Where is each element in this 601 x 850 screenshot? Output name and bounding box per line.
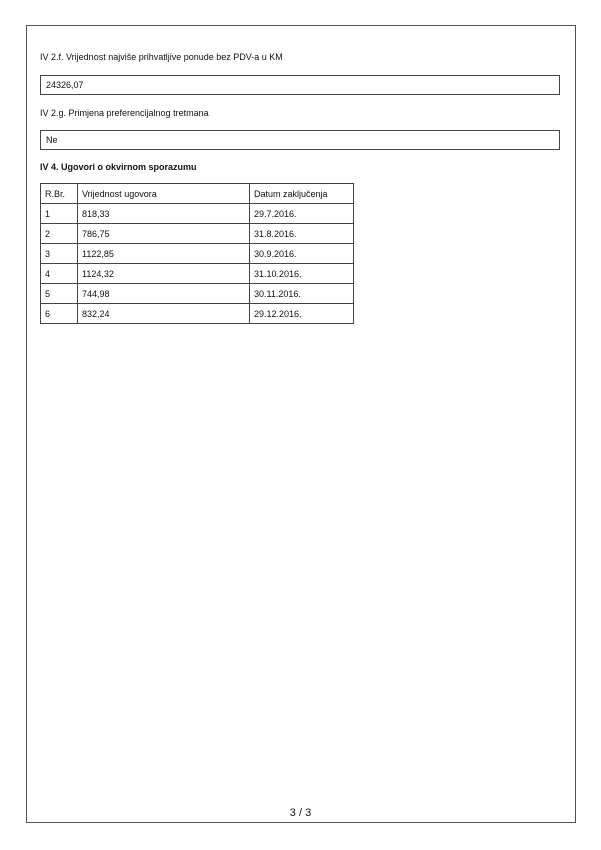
column-header-number: R.Br. <box>41 184 78 204</box>
max-offer-label: IV 2.f. Vrijednost najviše prihvatljive ponude bez PDV-a u KM <box>40 52 283 62</box>
table-row <box>41 204 354 224</box>
conclusion-date-cell: 30.11.2016. <box>250 284 354 304</box>
column-header-contract-value: Vrijednost ugovora <box>78 184 250 204</box>
table-row <box>41 244 354 264</box>
row-number-cell: 6 <box>41 304 78 324</box>
conclusion-date-cell: 31.10.2016. <box>250 264 354 284</box>
conclusion-date-cell: 30.9.2016. <box>250 244 354 264</box>
contract-value-cell: 818,33 <box>78 204 250 224</box>
table-row <box>41 224 354 244</box>
conclusion-date-cell: 29.12.2016. <box>250 304 354 324</box>
framework-contracts-title: IV 4. Ugovori o okvirnom sporazumu <box>40 162 197 172</box>
contract-value-cell: 1124,32 <box>78 264 250 284</box>
row-number-cell: 2 <box>41 224 78 244</box>
preferential-treatment-label: IV 2.g. Primjena preferencijalnog tretmana <box>40 108 209 118</box>
contract-value-cell: 832,24 <box>78 304 250 324</box>
row-number-cell: 4 <box>41 264 78 284</box>
table-row <box>41 304 354 324</box>
contract-value-cell: 786,75 <box>78 224 250 244</box>
contract-value-cell: 1122,85 <box>78 244 250 264</box>
row-number-cell: 5 <box>41 284 78 304</box>
table-header-row <box>41 184 354 204</box>
row-number-cell: 1 <box>41 204 78 224</box>
conclusion-date-cell: 31.8.2016. <box>250 224 354 244</box>
row-number-cell: 3 <box>41 244 78 264</box>
contract-value-cell: 744,98 <box>78 284 250 304</box>
conclusion-date-cell: 29.7.2016. <box>250 204 354 224</box>
framework-contracts-table <box>40 183 354 324</box>
table-row <box>41 264 354 284</box>
column-header-conclusion-date: Datum zaključenja <box>250 184 354 204</box>
page-number: 3 / 3 <box>289 807 312 819</box>
table-row <box>41 284 354 304</box>
max-offer-value-field: 24326,07 <box>40 75 560 95</box>
preferential-treatment-value-field: Ne <box>40 130 560 150</box>
